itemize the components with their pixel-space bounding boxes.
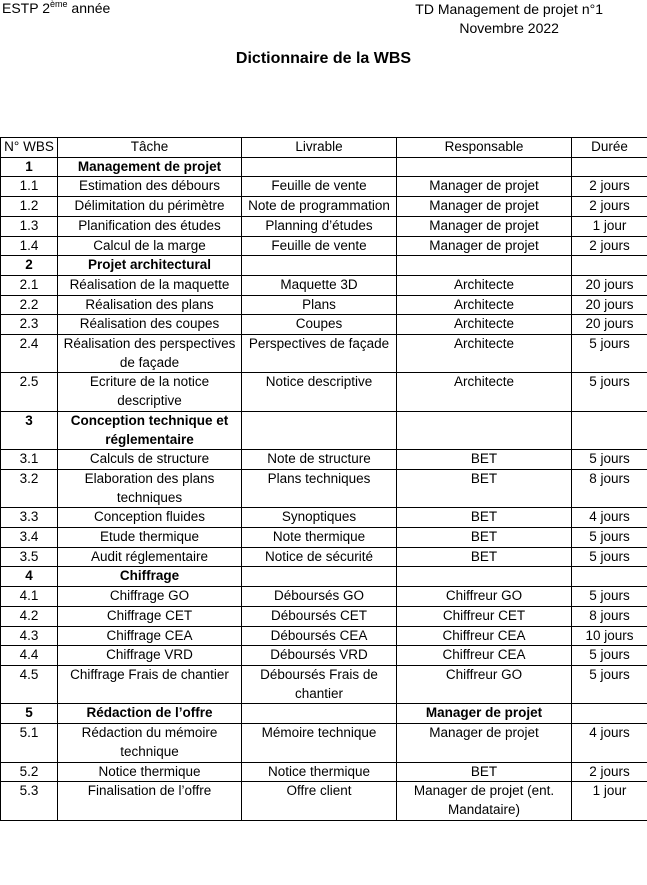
cell-deliverable: Déboursés GO (242, 587, 397, 607)
cell-num: 1.2 (1, 197, 58, 217)
cell-owner: Chiffreur CET (397, 606, 572, 626)
cell-num: 1.3 (1, 216, 58, 236)
cell-num: 3.1 (1, 450, 58, 470)
cell-num: 4.3 (1, 626, 58, 646)
cell-owner: Chiffreur CEA (397, 646, 572, 666)
wbs-table-body (1, 157, 647, 820)
cell-owner: BET (397, 528, 572, 548)
cell-num: 2.1 (1, 275, 58, 295)
cell-duration: 5 jours (572, 646, 647, 666)
cell-task: Planification des études (58, 216, 242, 236)
cell-task: Chiffrage CEA (58, 626, 242, 646)
cell-deliverable: Plans (242, 295, 397, 315)
cell-duration: 20 jours (572, 295, 647, 315)
course-label-sup: ème (50, 0, 68, 9)
cell-duration (572, 256, 647, 276)
table-group-row (1, 256, 647, 276)
cell-task: Elaboration des plans techniques (58, 469, 242, 507)
cell-duration: 1 jour (572, 216, 647, 236)
table-group-row (1, 411, 647, 449)
cell-num: 4.1 (1, 587, 58, 607)
cell-deliverable: Feuille de vente (242, 177, 397, 197)
cell-duration (572, 704, 647, 724)
cell-deliverable: Note de structure (242, 450, 397, 470)
table-row (1, 469, 647, 507)
cell-owner: BET (397, 469, 572, 507)
cell-num: 1.4 (1, 236, 58, 256)
cell-owner: Manager de projet (397, 704, 572, 724)
cell-num: 5.2 (1, 762, 58, 782)
cell-owner (397, 157, 572, 177)
cell-num: 5.3 (1, 782, 58, 820)
cell-owner: Manager de projet (397, 236, 572, 256)
cell-owner: Architecte (397, 315, 572, 335)
table-row (1, 275, 647, 295)
table-row (1, 646, 647, 666)
cell-owner (397, 411, 572, 449)
cell-duration: 5 jours (572, 373, 647, 411)
cell-num: 2.3 (1, 315, 58, 335)
table-row (1, 528, 647, 548)
td-title: TD Management de projet n°1 (415, 1, 603, 17)
cell-owner: BET (397, 508, 572, 528)
cell-duration: 5 jours (572, 665, 647, 703)
course-label (2, 0, 110, 16)
cell-deliverable: Déboursés VRD (242, 646, 397, 666)
cell-task: Calculs de structure (58, 450, 242, 470)
cell-task: Ecriture de la notice descriptive (58, 373, 242, 411)
cell-deliverable: Feuille de vente (242, 236, 397, 256)
cell-task: Réalisation des perspectives de façade (58, 335, 242, 373)
cell-duration: 2 jours (572, 236, 647, 256)
table-row (1, 665, 647, 703)
cell-deliverable: Note thermique (242, 528, 397, 548)
cell-num: 2 (1, 256, 58, 276)
cell-num: 4.4 (1, 646, 58, 666)
cell-task: Conception technique et réglementaire (58, 411, 242, 449)
table-row (1, 177, 647, 197)
cell-duration: 20 jours (572, 275, 647, 295)
table-group-row (1, 567, 647, 587)
cell-owner: Manager de projet (397, 724, 572, 762)
cell-owner: Chiffreur CEA (397, 626, 572, 646)
cell-deliverable: Perspectives de façade (242, 335, 397, 373)
cell-num: 4 (1, 567, 58, 587)
cell-task: Rédaction du mémoire technique (58, 724, 242, 762)
table-row (1, 547, 647, 567)
cell-owner: BET (397, 450, 572, 470)
table-row (1, 587, 647, 607)
cell-owner: BET (397, 547, 572, 567)
cell-task: Chiffrage VRD (58, 646, 242, 666)
cell-task: Finalisation de l’offre (58, 782, 242, 820)
table-group-row (1, 157, 647, 177)
cell-deliverable: Plans techniques (242, 469, 397, 507)
cell-duration: 4 jours (572, 724, 647, 762)
cell-owner: Architecte (397, 373, 572, 411)
table-row (1, 606, 647, 626)
cell-task: Rédaction de l’offre (58, 704, 242, 724)
cell-task: Management de projet (58, 157, 242, 177)
table-row (1, 236, 647, 256)
cell-deliverable: Planning d’études (242, 216, 397, 236)
cell-deliverable: Coupes (242, 315, 397, 335)
cell-task: Projet architectural (58, 256, 242, 276)
table-row (1, 782, 647, 820)
cell-deliverable: Déboursés CET (242, 606, 397, 626)
header-owner: Responsable (397, 138, 572, 158)
cell-num: 5.1 (1, 724, 58, 762)
table-row (1, 450, 647, 470)
cell-task: Calcul de la marge (58, 236, 242, 256)
wbs-table (0, 137, 647, 821)
cell-duration (572, 411, 647, 449)
cell-task: Chiffrage CET (58, 606, 242, 626)
cell-owner: Chiffreur GO (397, 665, 572, 703)
table-row (1, 335, 647, 373)
cell-duration: 8 jours (572, 606, 647, 626)
course-label-suffix: année (67, 0, 111, 16)
cell-deliverable: Notice thermique (242, 762, 397, 782)
cell-deliverable: Note de programmation (242, 197, 397, 217)
table-row (1, 197, 647, 217)
cell-duration: 20 jours (572, 315, 647, 335)
cell-duration: 10 jours (572, 626, 647, 646)
cell-num: 2.2 (1, 295, 58, 315)
cell-duration (572, 567, 647, 587)
cell-task: Notice thermique (58, 762, 242, 782)
cell-task: Délimitation du périmètre (58, 197, 242, 217)
cell-deliverable: Notice de sécurité (242, 547, 397, 567)
table-row (1, 762, 647, 782)
cell-duration: 5 jours (572, 450, 647, 470)
table-row (1, 626, 647, 646)
header-duration: Durée (572, 138, 647, 158)
cell-task: Chiffrage (58, 567, 242, 587)
table-row (1, 724, 647, 762)
course-label-prefix: ESTP 2 (2, 0, 50, 16)
cell-num: 1.1 (1, 177, 58, 197)
cell-task: Estimation des débours (58, 177, 242, 197)
cell-num: 4.2 (1, 606, 58, 626)
cell-deliverable (242, 411, 397, 449)
cell-task: Conception fluides (58, 508, 242, 528)
cell-duration: 2 jours (572, 762, 647, 782)
cell-num: 5 (1, 704, 58, 724)
cell-num: 2.4 (1, 335, 58, 373)
cell-duration: 4 jours (572, 508, 647, 528)
cell-duration: 1 jour (572, 782, 647, 820)
cell-owner (397, 567, 572, 587)
header-task: Tâche (58, 138, 242, 158)
cell-task: Réalisation des plans (58, 295, 242, 315)
cell-owner: Architecte (397, 335, 572, 373)
cell-duration: 5 jours (572, 587, 647, 607)
cell-duration: 2 jours (572, 177, 647, 197)
cell-deliverable (242, 157, 397, 177)
cell-owner (397, 256, 572, 276)
td-date: Novembre 2022 (459, 20, 559, 36)
cell-owner: BET (397, 762, 572, 782)
cell-deliverable: Mémoire technique (242, 724, 397, 762)
cell-deliverable: Déboursés Frais de chantier (242, 665, 397, 703)
cell-task: Etude thermique (58, 528, 242, 548)
cell-num: 1 (1, 157, 58, 177)
cell-deliverable: Offre client (242, 782, 397, 820)
cell-num: 3.3 (1, 508, 58, 528)
cell-num: 4.5 (1, 665, 58, 703)
cell-task: Réalisation de la maquette (58, 275, 242, 295)
header-num: N° WBS (1, 138, 58, 158)
cell-deliverable: Notice descriptive (242, 373, 397, 411)
cell-deliverable: Déboursés CEA (242, 626, 397, 646)
table-row (1, 315, 647, 335)
table-row (1, 508, 647, 528)
cell-owner: Manager de projet (397, 177, 572, 197)
cell-duration (572, 157, 647, 177)
page-title: Dictionnaire de la WBS (235, 50, 412, 67)
cell-owner: Architecte (397, 295, 572, 315)
cell-deliverable: Synoptiques (242, 508, 397, 528)
cell-task: Réalisation des coupes (58, 315, 242, 335)
cell-task: Chiffrage Frais de chantier (58, 665, 242, 703)
cell-deliverable (242, 256, 397, 276)
td-header (415, 0, 603, 38)
cell-task: Audit réglementaire (58, 547, 242, 567)
cell-deliverable (242, 567, 397, 587)
header-deliverable: Livrable (242, 138, 397, 158)
cell-duration: 8 jours (572, 469, 647, 507)
cell-num: 3.2 (1, 469, 58, 507)
table-row (1, 295, 647, 315)
cell-owner: Chiffreur GO (397, 587, 572, 607)
cell-owner: Manager de projet (397, 216, 572, 236)
cell-duration: 2 jours (572, 197, 647, 217)
cell-num: 2.5 (1, 373, 58, 411)
table-row (1, 373, 647, 411)
cell-owner: Architecte (397, 275, 572, 295)
cell-owner: Manager de projet (ent. Mandataire) (397, 782, 572, 820)
table-group-row (1, 704, 647, 724)
table-header-row (1, 138, 647, 158)
cell-duration: 5 jours (572, 547, 647, 567)
cell-deliverable: Maquette 3D (242, 275, 397, 295)
cell-num: 3.4 (1, 528, 58, 548)
cell-deliverable (242, 704, 397, 724)
table-row (1, 216, 647, 236)
cell-owner: Manager de projet (397, 197, 572, 217)
cell-task: Chiffrage GO (58, 587, 242, 607)
cell-duration: 5 jours (572, 528, 647, 548)
cell-num: 3 (1, 411, 58, 449)
cell-num: 3.5 (1, 547, 58, 567)
cell-duration: 5 jours (572, 335, 647, 373)
